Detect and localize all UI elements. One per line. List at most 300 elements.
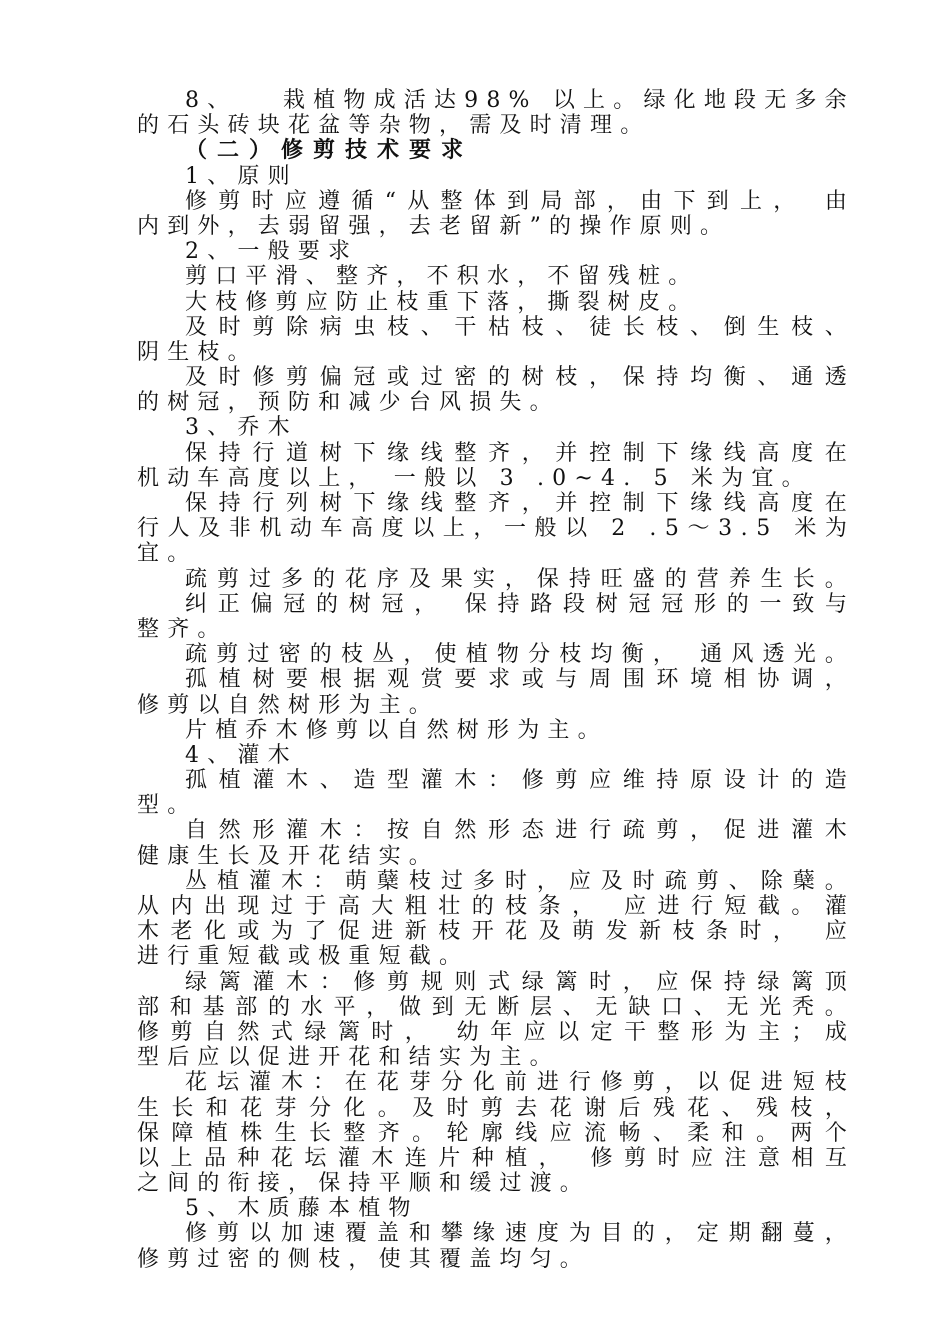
char: 和: [408, 1221, 431, 1247]
char: 造: [353, 768, 376, 794]
char: 时: [251, 188, 274, 214]
char: 花: [687, 1095, 710, 1121]
char: [779, 516, 786, 541]
char: 地: [703, 88, 726, 113]
char: 连: [404, 1145, 427, 1171]
char: 时: [632, 868, 655, 894]
char: 缺: [628, 994, 651, 1020]
char: 的: [664, 566, 687, 592]
char: 蔓: [792, 1221, 815, 1247]
char: 枝: [387, 314, 410, 340]
char: [438, 1020, 445, 1045]
char: 分: [440, 1070, 463, 1096]
char: 进: [760, 1070, 783, 1096]
char: 及: [600, 868, 623, 894]
char: 和: [169, 994, 192, 1020]
char: 枝: [824, 1070, 847, 1096]
char: 过: [248, 566, 271, 592]
char: 促: [337, 919, 360, 945]
char: 花: [270, 1145, 293, 1171]
char: 持: [218, 440, 241, 466]
char: 促: [728, 1070, 751, 1096]
char: 应: [523, 1019, 546, 1045]
char: 形: [693, 591, 716, 617]
char: ，: [664, 1221, 687, 1247]
char: ，: [366, 994, 389, 1020]
text-line: [137, 995, 847, 1020]
char: 前: [504, 1070, 527, 1096]
text-line: 健康生长及开花结实。: [137, 843, 440, 869]
char: 应: [549, 1120, 572, 1146]
text-line: 宜。: [137, 541, 198, 567]
char: 的: [488, 365, 511, 391]
char: 进: [657, 894, 680, 919]
char: 种: [237, 1145, 260, 1171]
char: 线: [723, 440, 746, 466]
char: 个: [824, 1120, 847, 1146]
char: 枝: [408, 868, 431, 894]
char: 坛: [216, 1070, 239, 1096]
char: 疏: [622, 818, 645, 844]
char: 行: [252, 440, 275, 466]
char: ，: [772, 919, 795, 945]
char: 花: [549, 1095, 572, 1121]
char: 木: [286, 768, 309, 794]
char: 做: [399, 994, 422, 1020]
text-line: [137, 869, 847, 894]
char: 周: [589, 667, 612, 693]
char: 时: [371, 1019, 394, 1045]
char: 列: [286, 491, 309, 516]
char: 剪: [216, 1221, 239, 1247]
char: 修: [521, 768, 544, 794]
char: [253, 88, 260, 113]
char: 保: [622, 365, 645, 391]
char: 偏: [250, 591, 273, 617]
char: 修: [137, 1019, 160, 1045]
char: 制: [622, 491, 645, 516]
char: 行: [568, 1070, 591, 1096]
char: 无: [764, 88, 787, 113]
char: 或: [521, 667, 544, 693]
char: 灌: [337, 1145, 360, 1171]
char: 遵: [318, 188, 341, 214]
char: [538, 88, 545, 113]
char: 无: [464, 994, 487, 1020]
char: 过: [270, 894, 293, 919]
char: 枝: [791, 314, 814, 340]
char: ：: [312, 1070, 335, 1096]
char: 通: [791, 365, 814, 391]
char: ，: [504, 566, 527, 592]
text-line: 型。: [137, 793, 198, 819]
char: 段: [562, 591, 585, 617]
char: 据: [353, 667, 376, 693]
char: %: [508, 88, 530, 113]
char: 灌: [248, 868, 271, 894]
text-line: 4、灌木: [185, 742, 298, 768]
char: 保: [185, 440, 208, 466]
char: 粗: [404, 894, 427, 919]
char: 保: [185, 491, 208, 516]
char: 缘: [690, 491, 713, 516]
char: 化: [472, 1070, 495, 1096]
char: 木: [824, 818, 847, 844]
char: 透: [762, 642, 785, 668]
char: 丛: [185, 868, 208, 894]
char: 病: [319, 314, 342, 340]
char: 度: [791, 491, 814, 516]
char: 应: [589, 768, 612, 794]
char: 应: [824, 919, 847, 945]
char: 衡: [723, 365, 746, 391]
char: 枝: [438, 919, 461, 945]
char: 枝: [672, 919, 695, 945]
char: 丛: [372, 642, 395, 668]
char: 达: [433, 88, 456, 113]
char: 短: [724, 894, 747, 919]
char: 、: [693, 994, 716, 1020]
char: 路: [530, 591, 553, 617]
char: 、: [757, 365, 780, 391]
char: ，: [824, 1095, 847, 1121]
text-line: 进行重短截或极重短截。: [137, 944, 470, 970]
text-line: [137, 642, 847, 667]
char: 长: [792, 566, 815, 592]
char: 短: [792, 1070, 815, 1096]
char: 人: [167, 516, 190, 542]
char: 剪: [696, 868, 719, 894]
char: ，: [622, 969, 645, 995]
char: 多: [472, 868, 495, 894]
char: 要: [454, 667, 477, 693]
char: 计: [757, 768, 780, 794]
char: ，: [824, 1221, 847, 1247]
char: 木: [454, 768, 477, 794]
char: 、: [420, 314, 443, 340]
char: 长: [622, 314, 645, 340]
char: 基: [202, 994, 225, 1020]
char: ：: [353, 818, 376, 844]
char: [572, 1146, 579, 1171]
char: 求: [488, 667, 511, 693]
char: 灌: [791, 818, 814, 844]
char: [634, 516, 641, 541]
text-line: 1、原则: [185, 163, 298, 189]
char: 度: [381, 516, 404, 542]
char: 层: [530, 994, 553, 1020]
char: 主: [757, 1019, 780, 1045]
char: 。: [613, 88, 636, 113]
char: 围: [622, 667, 645, 693]
char: 整: [454, 440, 477, 466]
text-line: 之间的衔接，保持平顺和缓过渡。: [137, 1171, 591, 1197]
char: 目: [600, 1221, 623, 1247]
char: 萌: [572, 919, 595, 945]
char: 剪: [216, 566, 239, 592]
char: 障: [171, 1120, 194, 1146]
char: 生: [274, 1120, 297, 1146]
char: 木: [280, 1070, 303, 1096]
char: 互: [824, 1145, 847, 1171]
char: 廓: [480, 1120, 503, 1146]
char: 盖: [376, 1221, 399, 1247]
char: 花: [505, 919, 528, 945]
char: 透: [824, 365, 847, 391]
char: 灌: [252, 969, 275, 995]
char: 及: [198, 516, 221, 542]
char: 长: [171, 1095, 194, 1121]
char: 持: [723, 969, 746, 995]
char: 后: [618, 1095, 641, 1121]
char: 齐: [488, 491, 511, 516]
char: 然: [454, 818, 477, 844]
char: 冠: [353, 365, 376, 391]
text-line: [137, 567, 847, 592]
char: 与: [824, 591, 847, 617]
char: 木: [137, 919, 160, 945]
char: 篱: [555, 969, 578, 995]
char: [268, 88, 275, 113]
char: 过: [440, 868, 463, 894]
char: 均: [690, 365, 713, 391]
char: 树: [348, 591, 371, 617]
char: 为: [568, 1221, 591, 1247]
char: 并: [555, 491, 578, 516]
char: ，: [652, 642, 675, 668]
char: 孤: [185, 667, 208, 693]
char: 长: [308, 1120, 331, 1146]
section-heading: （二）修剪技术要求: [185, 137, 474, 164]
char: 过: [247, 642, 270, 668]
char: 果: [440, 566, 463, 592]
char: 条: [538, 894, 561, 919]
char: 为: [824, 516, 847, 542]
char: 覆: [344, 1221, 367, 1247]
char: 营: [696, 566, 719, 592]
char: 式: [270, 1019, 293, 1045]
char: 灌: [286, 818, 309, 844]
char: 2: [611, 516, 626, 542]
char: 使: [434, 642, 457, 668]
char: 持: [568, 566, 591, 592]
char: ，: [521, 491, 544, 516]
char: 幼: [456, 1019, 479, 1045]
char: 徒: [589, 314, 612, 340]
char: 速: [312, 1221, 335, 1247]
char: 控: [589, 491, 612, 516]
char: 平: [333, 994, 356, 1020]
char: 出: [203, 894, 226, 919]
char: 下: [656, 440, 679, 466]
char: 整: [454, 491, 477, 516]
char: 剪: [632, 1070, 655, 1096]
char: 。: [824, 868, 847, 894]
char: 树: [595, 591, 618, 617]
char: 及: [538, 919, 561, 945]
text-line: [137, 919, 847, 944]
char: 除: [286, 314, 309, 340]
text-line: 3、乔木: [185, 415, 298, 441]
char: ：: [319, 969, 342, 995]
char: 观: [387, 667, 410, 693]
char: 的: [268, 994, 291, 1020]
char: 衡: [621, 642, 644, 668]
char: ，: [404, 1019, 427, 1045]
char: 疏: [185, 642, 208, 668]
text-line: 大枝修剪应防止枝重下落，撕裂树皮。: [185, 289, 699, 315]
char: 赏: [420, 667, 443, 693]
char: 篱: [337, 1019, 360, 1045]
char: 残: [756, 1095, 779, 1121]
char: 9: [464, 88, 479, 113]
char: 时: [504, 868, 527, 894]
char: 栽: [282, 88, 305, 113]
text-line: 5、木质藤本植物: [185, 1196, 419, 1222]
char: 保: [137, 1120, 160, 1146]
char: 原: [690, 768, 713, 794]
char: 上: [170, 1145, 193, 1171]
char: 自: [420, 818, 443, 844]
char: 调: [791, 667, 814, 693]
char: 到: [431, 994, 454, 1020]
char: 高: [351, 516, 374, 542]
char: 植: [218, 667, 241, 693]
char: ，: [664, 1070, 687, 1096]
char: 。: [791, 894, 814, 919]
char: 花: [376, 1070, 399, 1096]
char: 定: [696, 1221, 719, 1247]
char: 段: [734, 88, 757, 113]
char: 生: [137, 1095, 160, 1121]
char: 虫: [353, 314, 376, 340]
char: 保: [690, 969, 713, 995]
char: 木: [280, 868, 303, 894]
char: 度: [536, 1221, 559, 1247]
char: 断: [497, 994, 520, 1020]
text-line: 机动车高度以上， 一般以 3 .0~4. 5 米为宜。: [137, 465, 812, 491]
char: 。: [824, 642, 847, 668]
char: 意: [757, 1145, 780, 1171]
char: 行: [137, 516, 160, 542]
char: 速: [504, 1221, 527, 1247]
char: 则: [454, 969, 477, 995]
char: 木: [319, 818, 342, 844]
char: 株: [240, 1120, 263, 1146]
char: 篱: [218, 969, 241, 995]
char: ，: [606, 188, 629, 214]
char: 绿: [185, 969, 208, 995]
char: 持: [656, 365, 679, 391]
char: ，: [538, 1145, 561, 1171]
char: 整: [657, 1019, 680, 1045]
char: 型: [387, 768, 410, 794]
text-line: [137, 189, 847, 214]
char: 花: [344, 566, 367, 592]
char: 多: [280, 566, 303, 592]
char: 非: [228, 516, 251, 542]
char: 化: [673, 88, 696, 113]
char: 时: [218, 365, 241, 391]
char: 两: [790, 1120, 813, 1146]
char: 到: [507, 188, 530, 214]
text-line: [137, 592, 847, 617]
char: 枝: [656, 314, 679, 340]
char: 通: [700, 642, 723, 668]
char: 线: [515, 1120, 538, 1146]
char: 持: [218, 491, 241, 516]
char: 车: [320, 516, 343, 542]
char: 致: [792, 591, 815, 617]
char: 枝: [555, 365, 578, 391]
char: [237, 88, 244, 113]
char: 化: [203, 919, 226, 945]
char: 。: [412, 1120, 435, 1146]
char: 到: [706, 188, 729, 214]
char: 下: [353, 440, 376, 466]
char: 枝: [340, 642, 363, 668]
char: 品: [203, 1145, 226, 1171]
char: 维: [622, 768, 645, 794]
char: 行: [690, 894, 713, 919]
char: 新: [639, 919, 662, 945]
text-line: 的树冠，预防和减少台风损失。: [137, 390, 560, 416]
char: 按: [387, 818, 410, 844]
text-line: [137, 441, 847, 466]
char: 。: [377, 1095, 400, 1121]
char: 形: [488, 818, 511, 844]
char: 柔: [687, 1120, 710, 1146]
char: 应: [624, 894, 647, 919]
char: 枝: [505, 894, 528, 919]
char: [447, 592, 454, 617]
char: 秃: [792, 994, 815, 1020]
char: 缘: [387, 440, 410, 466]
text-line: [137, 1096, 847, 1121]
text-line: [137, 894, 847, 919]
char: 部: [573, 188, 596, 214]
char: 应: [656, 969, 679, 995]
char: 养: [728, 566, 751, 592]
char: 相: [791, 1145, 814, 1171]
char: 修: [353, 969, 376, 995]
char: 无: [726, 994, 749, 1020]
char: 木: [286, 969, 309, 995]
text-line: 的石头砖块花盆等杂物，需及时清理。: [137, 113, 651, 139]
char: 的: [471, 894, 494, 919]
char: 8: [185, 88, 199, 113]
char: 畅: [618, 1120, 641, 1146]
char: 树: [319, 491, 342, 516]
char: 剪: [480, 1095, 503, 1121]
char: 盛: [632, 566, 655, 592]
char: 水: [300, 994, 323, 1020]
char: 花: [240, 1095, 263, 1121]
char: 在: [824, 491, 847, 516]
char: 开: [471, 919, 494, 945]
text-line: 剪口平滑、整齐，不积水，不留残桩。: [185, 264, 699, 290]
char: 翻: [760, 1221, 783, 1247]
char: 及: [185, 365, 208, 391]
text-line: 修剪过密的侧枝，使其覆盖均匀。: [137, 1246, 591, 1272]
char: 年: [490, 1019, 513, 1045]
char: 新: [404, 919, 427, 945]
char: 生: [760, 566, 783, 592]
char: 植: [216, 868, 239, 894]
char: 、: [721, 1095, 744, 1121]
char: 流: [584, 1120, 607, 1146]
char: 以: [552, 88, 575, 113]
